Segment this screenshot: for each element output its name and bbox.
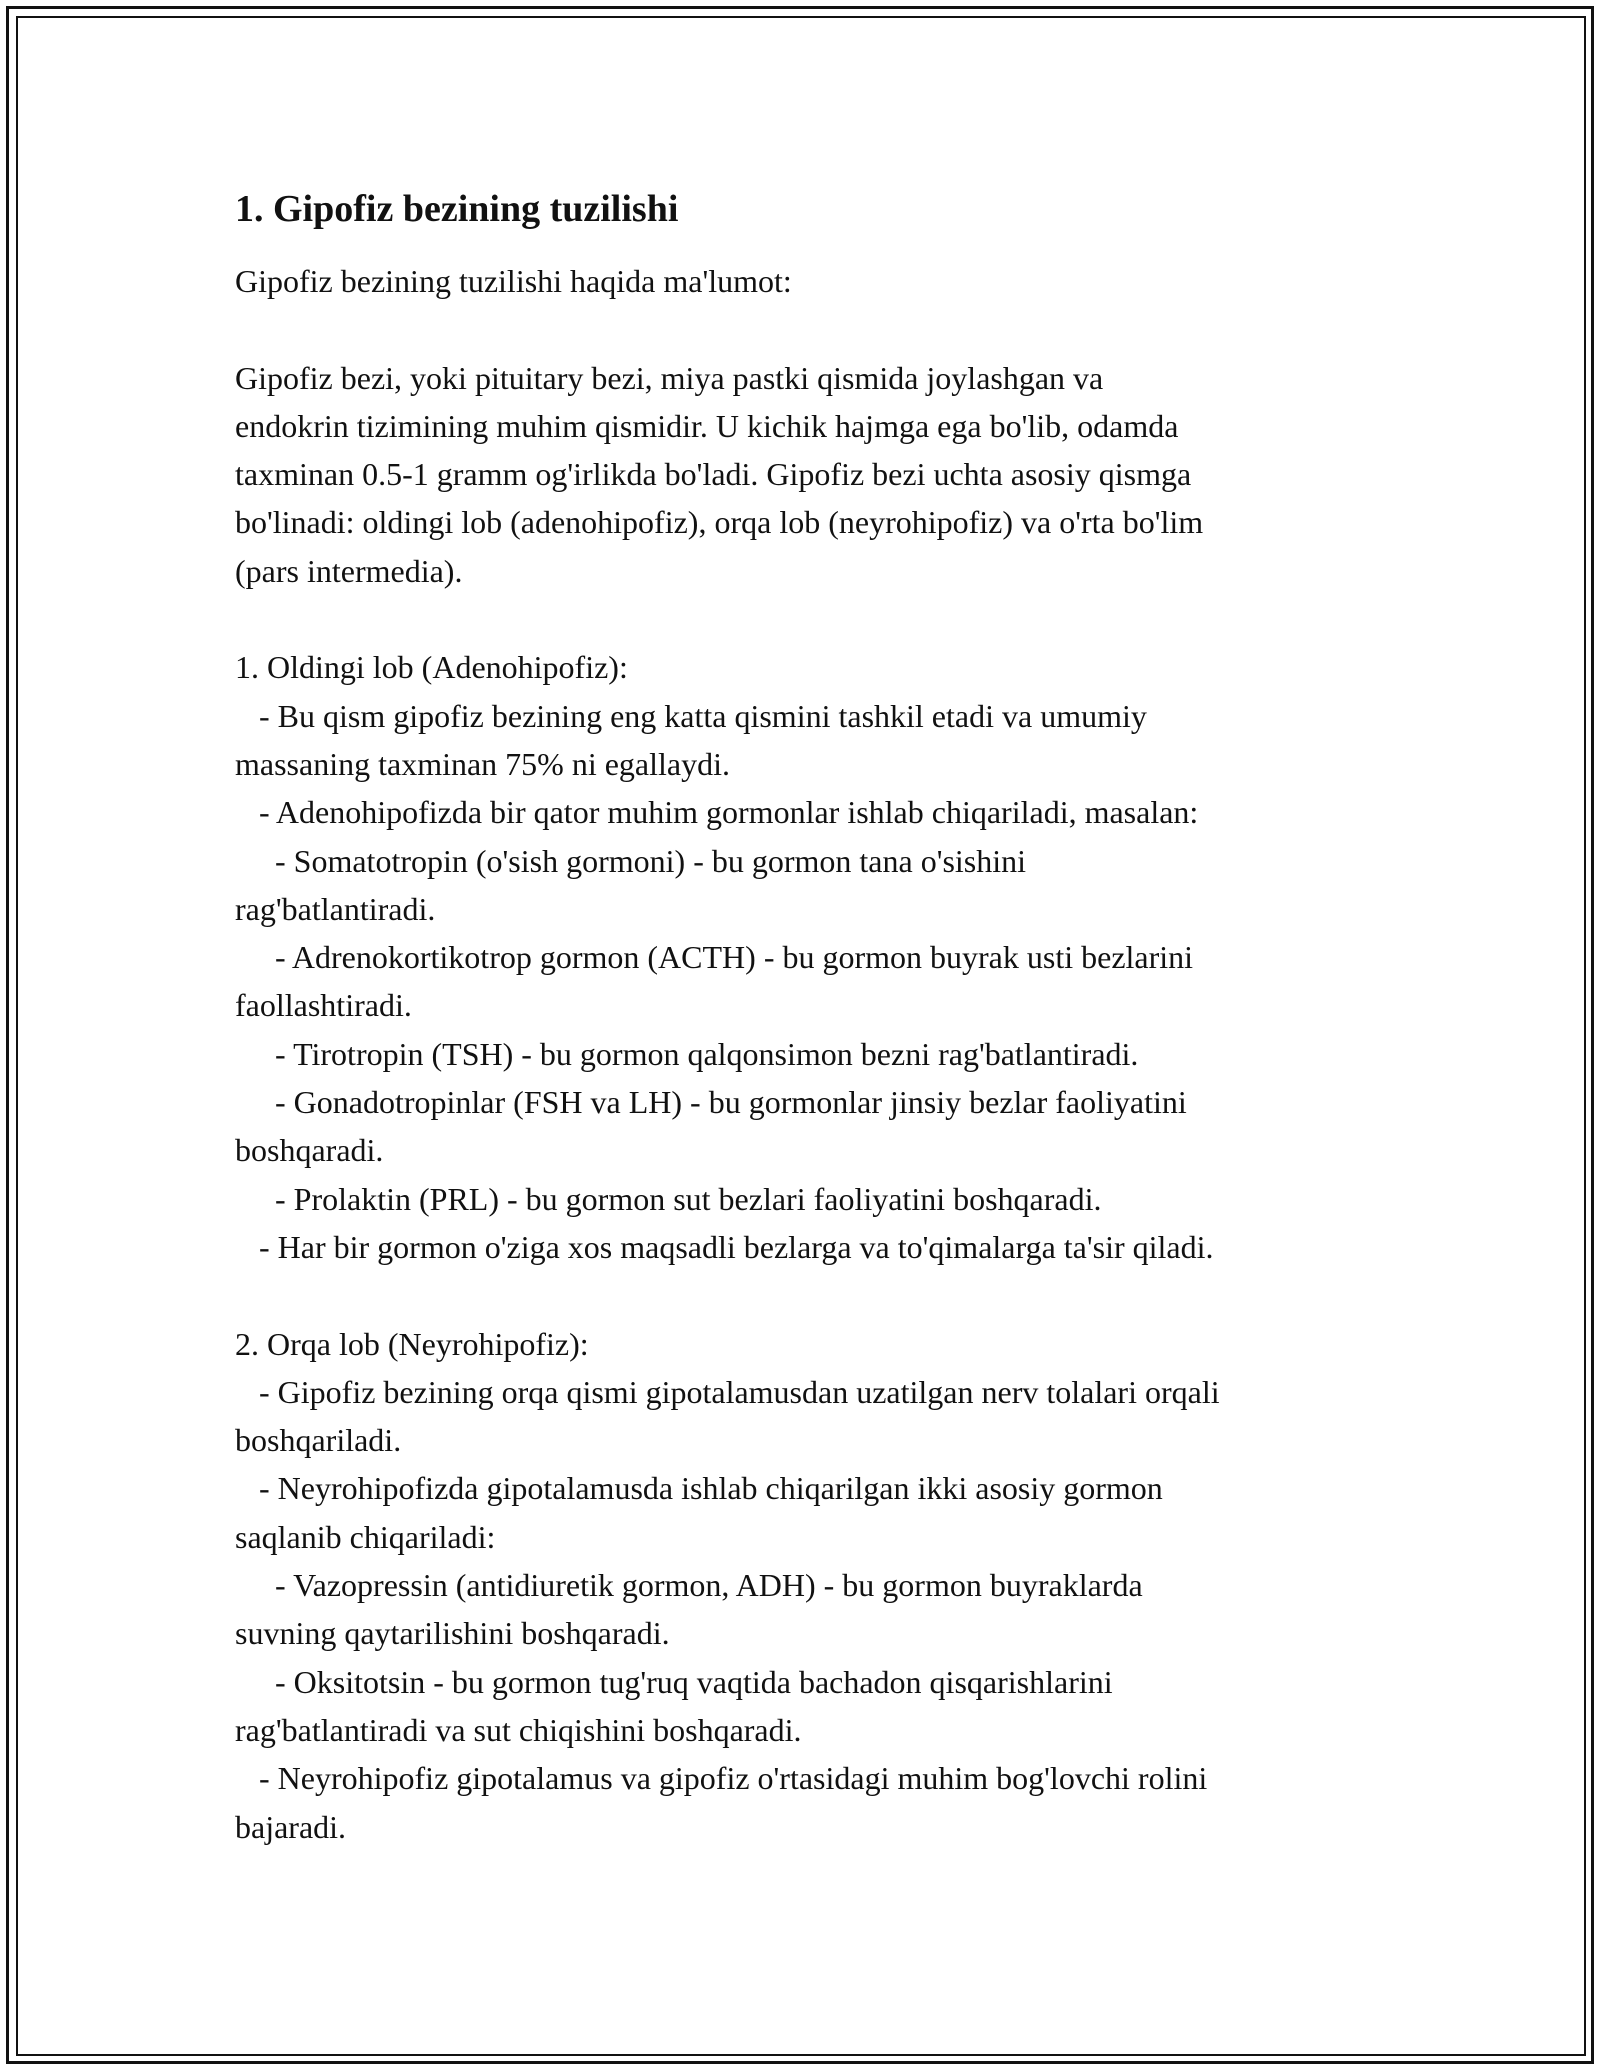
text-line: - Neyrohipofizda gipotalamusda ishlab chiqarilgan ikki asosiy gormon [235,1470,1163,1507]
text-line: 1. Oldingi lob (Adenohipofiz): [235,649,628,686]
text-line: massaning taxminan 75% ni egallaydi. [235,745,730,782]
text-line: rag'batlantiradi va sut chiqishini boshqaradi. [235,1711,802,1748]
text-line: suvning qaytarilishini boshqaradi. [235,1615,670,1652]
text-line: saqlanib chiqariladi: [235,1518,496,1555]
text-line: Gipofiz bezi, yoki pituitary bezi, miya pastki qismida joylashgan va [235,359,1104,396]
text-line: boshqariladi. [235,1422,402,1459]
text-line: - Vazopressin (antidiuretik gormon, ADH) - bu gormon buyraklarda [235,1567,1143,1604]
text-line: - Adrenokortikotrop gormon (ACTH) - bu gormon buyrak usti bezlarini [235,939,1194,976]
text-line: - Gonadotropinlar (FSH va LH) - bu gormonlar jinsiy bezlar faoliyatini [235,1084,1187,1121]
text-line: - Bu qism gipofiz bezining eng katta qismini tashkil etadi va umumiy [235,697,1147,734]
text-line: - Gipofiz bezining orqa qismi gipotalamusdan uzatilgan nerv tolalari orqali [235,1373,1220,1410]
text-line: faollashtiradi. [235,987,412,1024]
text-line: - Tirotropin (TSH) - bu gormon qalqonsimon bezni rag'batlantiradi. [235,1035,1139,1072]
text-line: boshqaradi. [235,1132,384,1169]
blank-line [235,595,1375,643]
text-line: (pars intermedia). [235,552,463,589]
text-line: bajaradi. [235,1808,347,1845]
text-line: taxminan 0.5-1 gramm og'irlikda bo'ladi. Gipofiz bezi uchta asosiy qismga [235,456,1192,493]
document-body [235,185,1375,1851]
text-line: bo'linadi: oldingi lob (adenohipofiz), orqa lob (neyrohipofiz) va o'rta bo'lim [235,504,1204,541]
text-line: endokrin tizimining muhim qismidir. U kichik hajmga ega bo'lib, odamda [235,407,1179,444]
text-line: 2. Orqa lob (Neyrohipofiz): [235,1325,589,1362]
blank-line [235,305,1375,353]
section-title: 1. Gipofiz bezining tuzilishi [235,188,679,230]
text-line: - Oksitotsin - bu gormon tug'ruq vaqtida bachadon qisqarishlarini [235,1663,1113,1700]
paragraph-lines [235,257,1375,1851]
text-line: - Adenohipofizda bir qator muhim gormonlar ishlab chiqariladi, masalan: [235,794,1199,831]
text-line: Gipofiz bezining tuzilishi haqida ma'lumot: [235,263,792,299]
text-line: rag'batlantiradi. [235,890,436,927]
text-line: - Prolaktin (PRL) - bu gormon sut bezlari faoliyatini boshqaradi. [235,1180,1102,1217]
blank-line [235,1271,1375,1319]
text-line: - Neyrohipofiz gipotalamus va gipofiz o'rtasidagi muhim bog'lovchi rolini [235,1760,1208,1797]
text-line: - Har bir gormon o'ziga xos maqsadli bezlarga va to'qimalarga ta'sir qiladi. [235,1228,1214,1265]
text-line: - Somatotropin (o'sish gormoni) - bu gormon tana o'sishini [235,842,1027,879]
